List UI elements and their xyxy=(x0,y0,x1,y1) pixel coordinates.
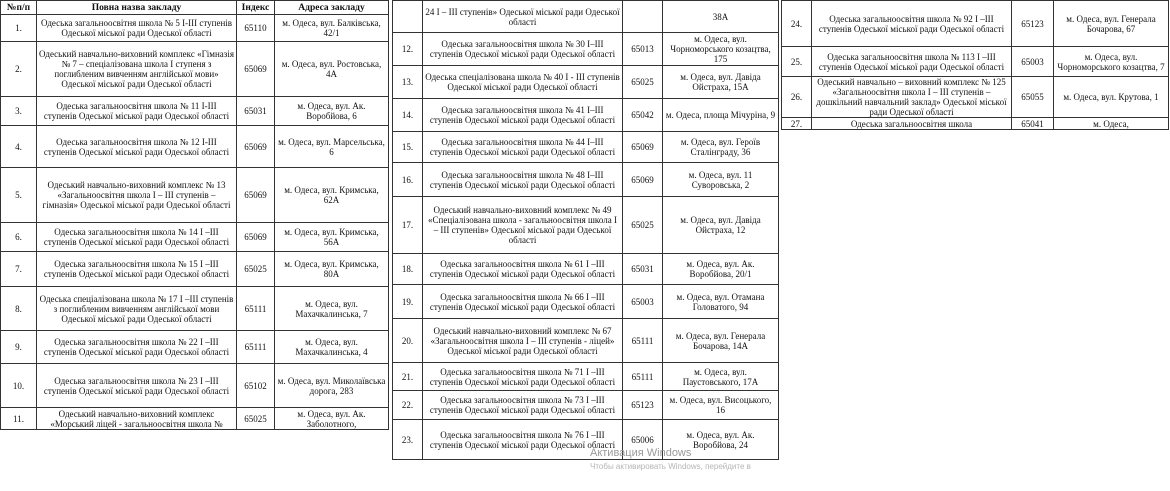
row-number: 6. xyxy=(1,223,37,252)
table-row xyxy=(1,42,389,97)
school-name: Одеська загальноосвітня школа № 12 І-ІІІ ступенів Одеської міської ради Одеської області xyxy=(37,126,237,168)
school-name: Одеський навчально-виховний комплекс «Гімназія № 7 – спеціалізована школа І ступеня з поглибленим вивченням англійської мови» Одеської міської ради Одеської області xyxy=(37,42,237,97)
row-number: 12. xyxy=(393,33,423,66)
table-row xyxy=(782,77,1169,118)
postal-index: 65111 xyxy=(237,331,275,364)
school-address: м. Одеса, вул. Марсельська, 6 xyxy=(275,126,389,168)
table-row xyxy=(1,126,389,168)
table-column-1 xyxy=(0,0,388,430)
row-number: 11. xyxy=(1,408,37,430)
table-row xyxy=(393,66,779,99)
school-address: м. Одеса, вул. Махачкалинська, 7 xyxy=(275,287,389,331)
school-address: м. Одеса, вул. Генерала Бочарова, 14А xyxy=(663,319,779,363)
postal-index: 65069 xyxy=(623,163,663,197)
school-address: м. Одеса, вул. Ак. Воробйова, 20/1 xyxy=(663,254,779,285)
school-address: м. Одеса, вул. Генерала Бочарова, 67 xyxy=(1054,1,1169,47)
row-number: 20. xyxy=(393,319,423,363)
header-name: Повна назва закладу xyxy=(37,1,237,15)
school-address: м. Одеса, вул. Ак. Воробйова, 6 xyxy=(275,97,389,126)
school-name: Одеська загальноосвітня школа № 76 І –ІІІ ступенів Одеської міської ради Одеської області xyxy=(423,420,623,460)
school-address: м. Одеса, вул. Давіда Ойстраха, 12 xyxy=(663,197,779,254)
school-name: Одеський навчально-виховний комплекс № 67 «Загальноосвітня школа І – ІІІ ступенів - ліцей» Одеської міської ради Одеської області xyxy=(423,319,623,363)
school-address: м. Одеса, вул. 11 Суворовська, 2 xyxy=(663,163,779,197)
row-number xyxy=(393,1,423,33)
school-address: м. Одеса, вул. Крутова, 1 xyxy=(1054,77,1169,118)
table-row xyxy=(1,168,389,223)
postal-index: 65025 xyxy=(623,197,663,254)
schools-table-2 xyxy=(392,0,779,460)
postal-index: 65025 xyxy=(237,408,275,430)
row-number: 16. xyxy=(393,163,423,197)
school-name: Одеська загальноосвітня школа № 15 І –ІІІ ступенів Одеської міської ради Одеської області xyxy=(37,252,237,287)
postal-index: 65069 xyxy=(237,42,275,97)
row-number: 5. xyxy=(1,168,37,223)
school-address: м. Одеса, вул. Чорноморського козацтва, 7 xyxy=(1054,47,1169,77)
school-address: м. Одеса, вул. Чорноморського козацтва, 175 xyxy=(663,33,779,66)
postal-index: 65013 xyxy=(623,33,663,66)
school-name: Одеська загальноосвітня школа № 48 І–ІІІ ступенів Одеської міської ради Одеської області xyxy=(423,163,623,197)
school-name: Одеський навчально – виховний комплекс № 125 «Загальноосвітня школа І – ІІІ ступенів – дошкільний навчальний заклад» Одеської міської ради Одеської області xyxy=(812,77,1012,118)
table-row xyxy=(393,254,779,285)
postal-index: 65069 xyxy=(623,132,663,163)
school-name: Одеська загальноосвітня школа № 30 І–ІІІ ступенів Одеської міської ради Одеської області xyxy=(423,33,623,66)
table-row xyxy=(1,223,389,252)
table-row xyxy=(1,408,389,430)
school-address: м. Одеса, вул. Махачкалинська, 4 xyxy=(275,331,389,364)
row-number: 21. xyxy=(393,363,423,391)
school-name: Одеська загальноосвітня школа № 23 І –ІІІ ступенів Одеської міської ради Одеської області xyxy=(37,364,237,408)
row-number: 27. xyxy=(782,118,812,130)
postal-index: 65042 xyxy=(623,99,663,132)
row-number: 8. xyxy=(1,287,37,331)
row-number: 4. xyxy=(1,126,37,168)
school-name: Одеська загальноосвітня школа № 71 І –ІІІ ступенів Одеської міської ради Одеської області xyxy=(423,363,623,391)
school-name: Одеська загальноосвітня школа № 113 І –ІІІ ступенів Одеської міської ради Одеської області xyxy=(812,47,1012,77)
table-column-3 xyxy=(781,0,1168,130)
postal-index: 65123 xyxy=(623,391,663,420)
school-address: м. Одеса, площа Мічуріна, 9 xyxy=(663,99,779,132)
row-number: 23. xyxy=(393,420,423,460)
postal-index: 65069 xyxy=(237,168,275,223)
table-row xyxy=(1,364,389,408)
postal-index: 65102 xyxy=(237,364,275,408)
row-number: 7. xyxy=(1,252,37,287)
school-address: м. Одеса, вул. Героїв Сталінграду, 36 xyxy=(663,132,779,163)
school-address: м. Одеса, вул. Ак. Заболотного, xyxy=(275,408,389,430)
postal-index: 65110 xyxy=(237,15,275,42)
header-index: Індекс xyxy=(237,1,275,15)
school-address: 38А xyxy=(663,1,779,33)
row-number: 14. xyxy=(393,99,423,132)
school-name: 24 І – ІІІ ступенів» Одеської міської ради Одеської області xyxy=(423,1,623,33)
watermark-title: Активация Windows xyxy=(590,447,692,459)
school-name: Одеський навчально-виховний комплекс «Морський ліцей - загальноосвітня школа № xyxy=(37,408,237,430)
school-name: Одеська спеціалізована школа № 40 І - ІІІ ступенів Одеської міської ради Одеської області xyxy=(423,66,623,99)
postal-index xyxy=(623,1,663,33)
windows-activation-watermark xyxy=(590,447,751,473)
row-number: 26. xyxy=(782,77,812,118)
row-number: 19. xyxy=(393,285,423,319)
school-address: м. Одеса, вул. Паустовського, 17А xyxy=(663,363,779,391)
table-row xyxy=(393,99,779,132)
header-num: №п/п xyxy=(1,1,37,15)
table-column-2 xyxy=(392,0,778,460)
table-header-row xyxy=(1,1,389,15)
postal-index: 65031 xyxy=(237,97,275,126)
postal-index: 65006 xyxy=(623,420,663,460)
postal-index: 65111 xyxy=(237,287,275,331)
school-name: Одеська загальноосвітня школа № 14 І –ІІІ ступенів Одеської міської ради Одеської області xyxy=(37,223,237,252)
row-number: 3. xyxy=(1,97,37,126)
row-number: 13. xyxy=(393,66,423,99)
table-row xyxy=(393,363,779,391)
school-address: м. Одеса, вул. Миколаївська дорога, 283 xyxy=(275,364,389,408)
postal-index: 65069 xyxy=(237,223,275,252)
table-row xyxy=(393,132,779,163)
watermark-subtitle: Чтобы активировать Windows, перейдите в xyxy=(590,462,751,471)
table-row xyxy=(1,287,389,331)
postal-index: 65031 xyxy=(623,254,663,285)
table-row xyxy=(393,1,779,33)
school-address: м. Одеса, вул. Ак. Воробйова, 24 xyxy=(663,420,779,460)
table-row xyxy=(1,331,389,364)
row-number: 2. xyxy=(1,42,37,97)
row-number: 22. xyxy=(393,391,423,420)
school-name: Одеська загальноосвітня школа № 66 І –ІІІ ступенів Одеської міської ради Одеської області xyxy=(423,285,623,319)
table-row xyxy=(1,252,389,287)
table-row xyxy=(1,15,389,42)
row-number: 18. xyxy=(393,254,423,285)
postal-index: 65111 xyxy=(623,319,663,363)
table-row xyxy=(393,285,779,319)
postal-index: 65003 xyxy=(1012,47,1054,77)
school-address: м. Одеса, вул. Висоцького, 16 xyxy=(663,391,779,420)
table-row xyxy=(782,47,1169,77)
school-name: Одеська загальноосвітня школа № 11 І-ІІІ ступенів Одеської міської ради Одеської області xyxy=(37,97,237,126)
table-row xyxy=(782,1,1169,47)
row-number: 24. xyxy=(782,1,812,47)
row-number: 9. xyxy=(1,331,37,364)
school-address: м. Одеса, вул. Отамана Головатого, 94 xyxy=(663,285,779,319)
postal-index: 65069 xyxy=(237,126,275,168)
postal-index: 65055 xyxy=(1012,77,1054,118)
school-name: Одеська загальноосвітня школа № 5 І-ІІІ ступенів Одеської міської ради Одеської області xyxy=(37,15,237,42)
school-name: Одеський навчально-виховний комплекс № 13 «Загальноосвітня школа І – ІІІ ступенів – гімназія» Одеської міської ради Одеської області xyxy=(37,168,237,223)
school-address: м. Одеса, вул. Кримська, 80А xyxy=(275,252,389,287)
school-address: м. Одеса, вул. Кримська, 62А xyxy=(275,168,389,223)
school-address: м. Одеса, xyxy=(1054,118,1169,130)
school-address: м. Одеса, вул. Кримська, 56А xyxy=(275,223,389,252)
school-name: Одеський навчально-виховний комплекс № 49 «Спеціалізована школа - загальноосвітня школа І – ІІІ ступенів» Одеської міської ради Одеської області xyxy=(423,197,623,254)
row-number: 1. xyxy=(1,15,37,42)
table-row xyxy=(782,118,1169,130)
table-row xyxy=(393,163,779,197)
postal-index: 65123 xyxy=(1012,1,1054,47)
row-number: 10. xyxy=(1,364,37,408)
school-name: Одеська спеціалізована школа № 17 І –ІІІ ступенів з поглибленим вивченням англійської мови Одеської міської ради Одеської області xyxy=(37,287,237,331)
table-row xyxy=(393,319,779,363)
postal-index: 65041 xyxy=(1012,118,1054,130)
school-name: Одеська загальноосвітня школа № 41 І–ІІІ ступенів Одеської міської ради Одеської області xyxy=(423,99,623,132)
postal-index: 65025 xyxy=(237,252,275,287)
row-number: 17. xyxy=(393,197,423,254)
row-number: 25. xyxy=(782,47,812,77)
schools-table-1 xyxy=(0,0,389,430)
school-name: Одеська загальноосвітня школа № 61 І –ІІІ ступенів Одеської міської ради Одеської області xyxy=(423,254,623,285)
table-row xyxy=(393,391,779,420)
school-name: Одеська загальноосвітня школа № 73 І –ІІІ ступенів Одеської міської ради Одеської області xyxy=(423,391,623,420)
school-address: м. Одеса, вул. Давіда Ойстраха, 15А xyxy=(663,66,779,99)
school-name: Одеська загальноосвітня школа № 22 І –ІІІ ступенів Одеської міської ради Одеської області xyxy=(37,331,237,364)
header-address: Адреса закладу xyxy=(275,1,389,15)
school-address: м. Одеса, вул. Ростовська, 4А xyxy=(275,42,389,97)
table-row xyxy=(393,197,779,254)
row-number: 15. xyxy=(393,132,423,163)
postal-index: 65003 xyxy=(623,285,663,319)
postal-index: 65111 xyxy=(623,363,663,391)
school-name: Одеська загальноосвітня школа № 44 І–ІІІ ступенів Одеської міської ради Одеської області xyxy=(423,132,623,163)
school-address: м. Одеса, вул. Балківська, 42/1 xyxy=(275,15,389,42)
school-name: Одеська загальноосвітня школа xyxy=(812,118,1012,130)
schools-table-3 xyxy=(781,0,1169,130)
postal-index: 65025 xyxy=(623,66,663,99)
school-name: Одеська загальноосвітня школа № 92 І –ІІІ ступенів Одеської міської ради Одеської області xyxy=(812,1,1012,47)
table-row xyxy=(393,33,779,66)
table-row xyxy=(1,97,389,126)
